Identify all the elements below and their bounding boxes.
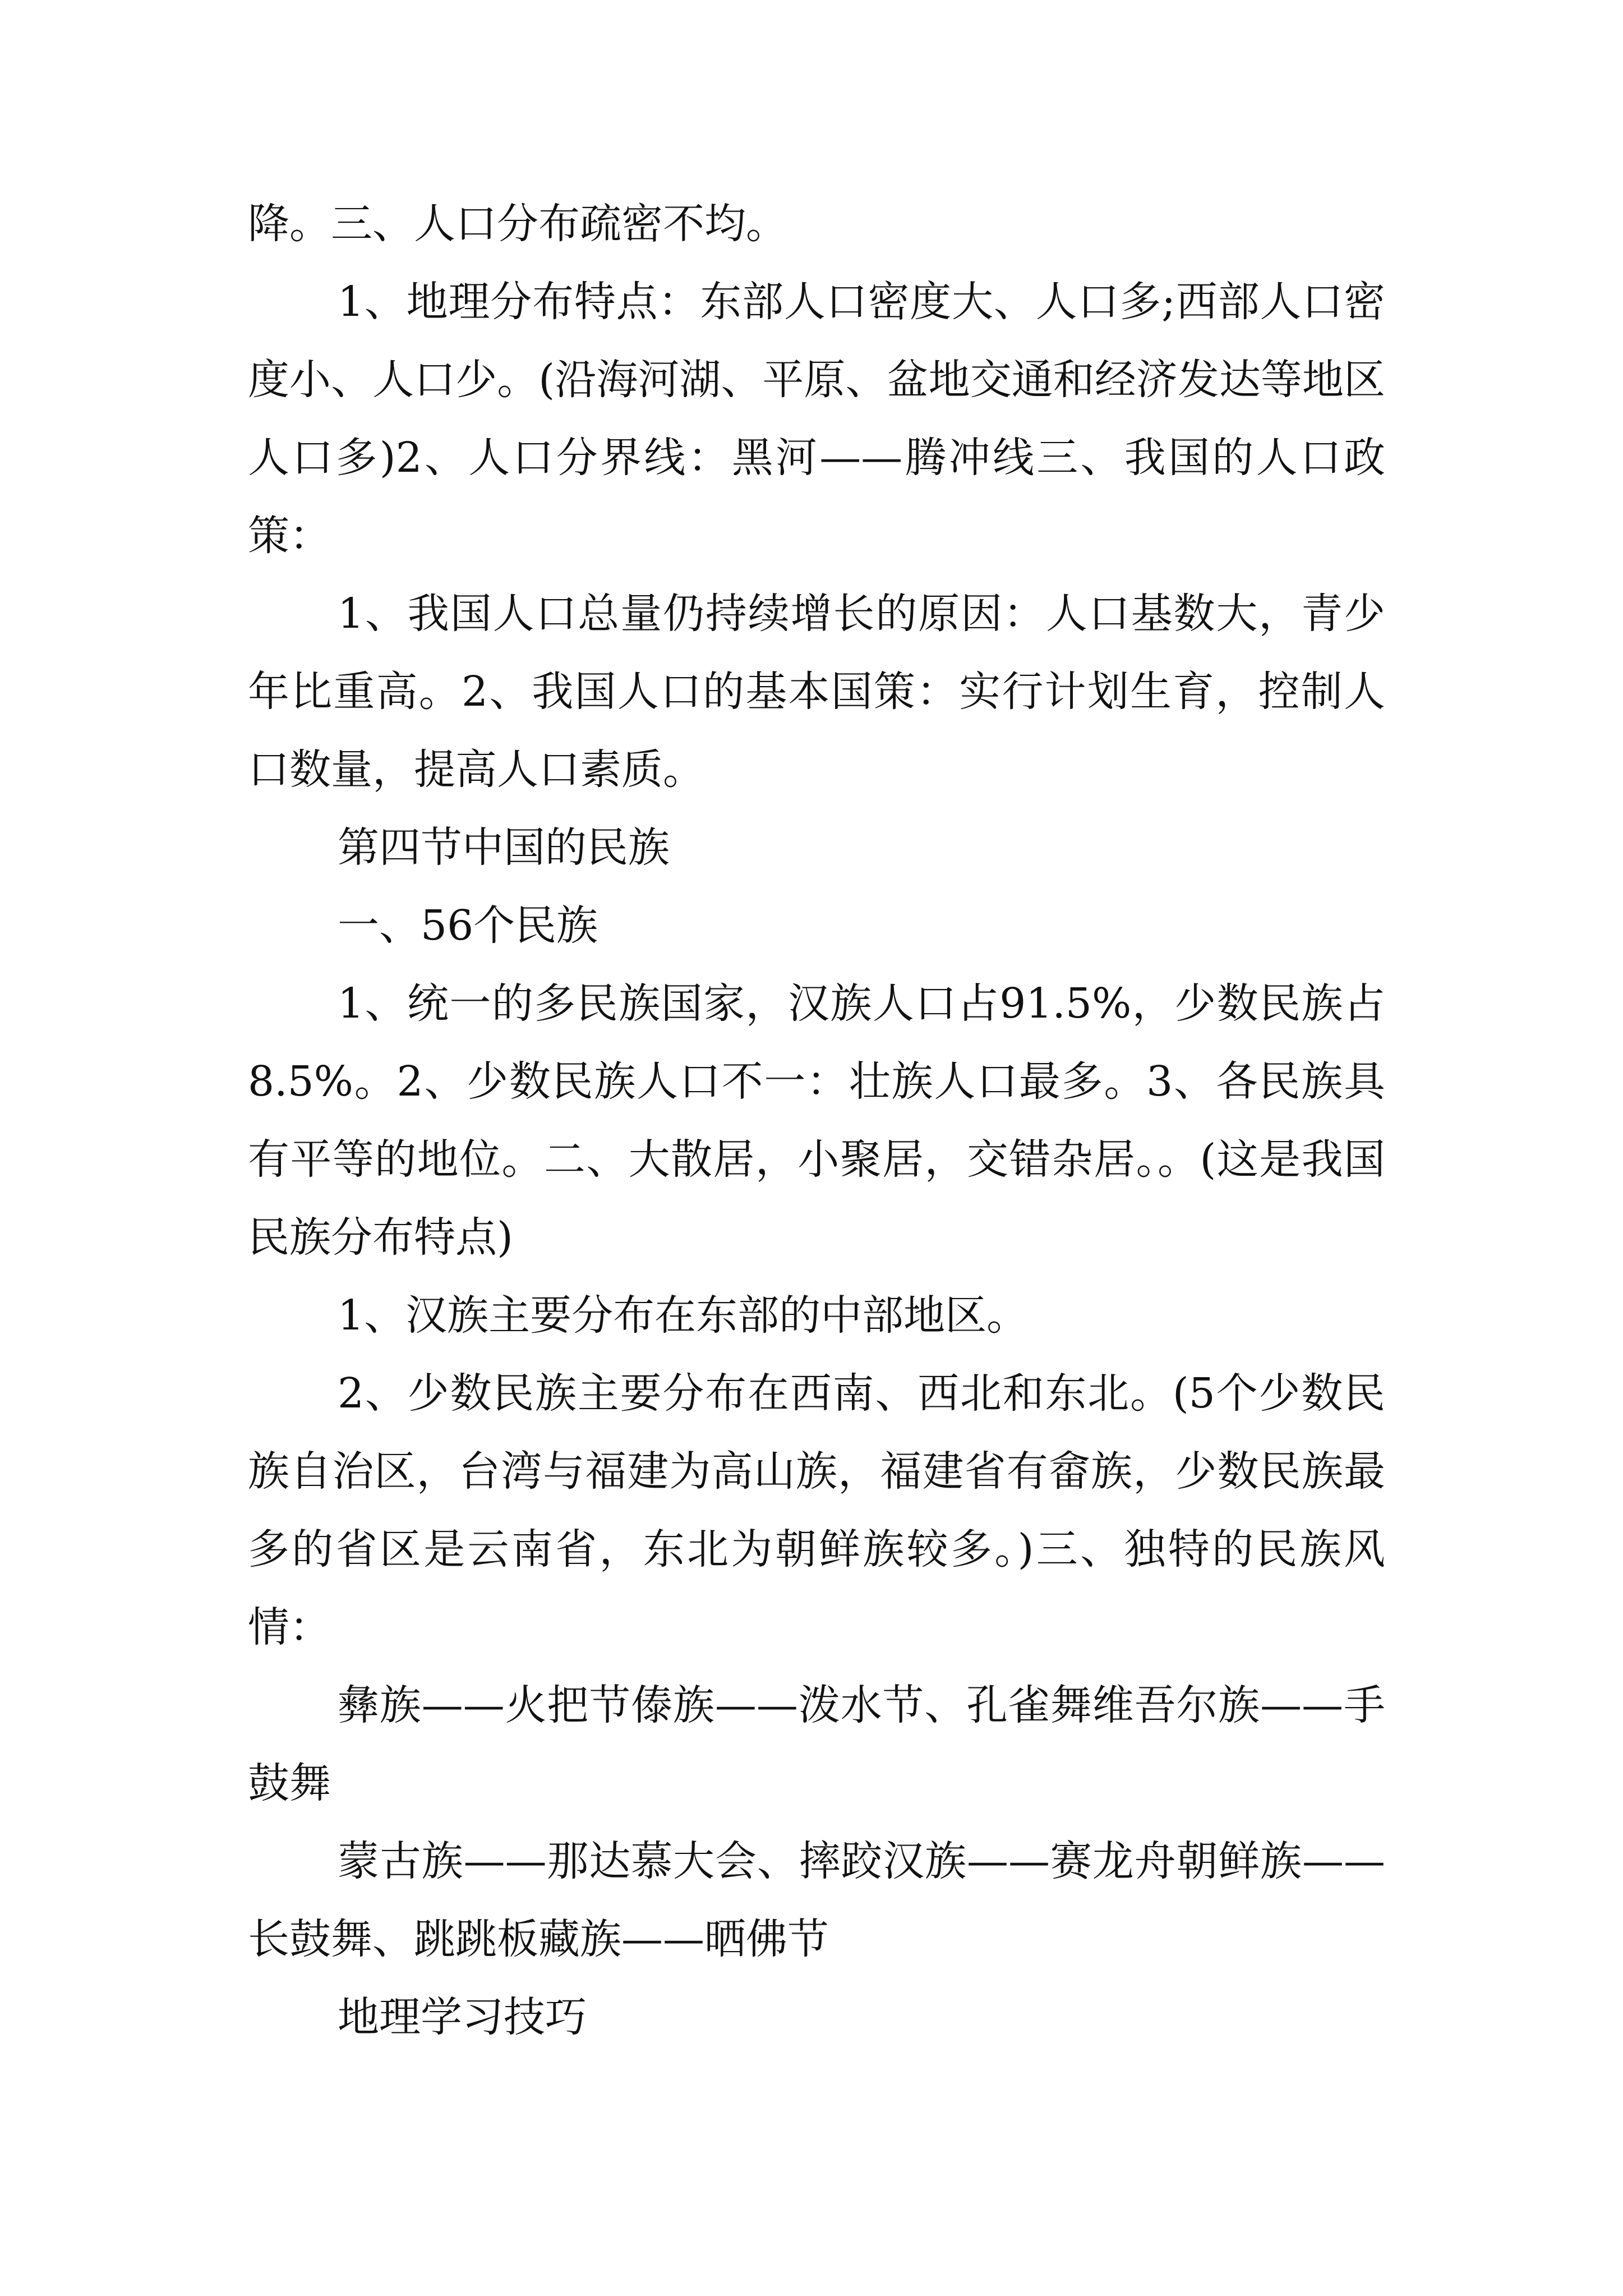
section-heading-ethnic-groups: 第四节中国的民族 bbox=[338, 823, 670, 872]
paragraph-study-tips-heading: 地理学习技巧 bbox=[338, 1993, 587, 2041]
paragraph-population-distribution: 1、地理分布特点：东部人口密度大、人口多;西部人口密度小、人口少。(沿海河湖、平原、盆地交通和经济发达等地区人口多)2、人口分界线：黑河——腾冲线三、我国的人口政策： bbox=[248, 278, 1385, 560]
paragraph-festivals-2: 蒙古族——那达慕大会、摔跤汉族——赛龙舟朝鲜族——长鼓舞、跳跳板藏族——晒佛节 bbox=[248, 1837, 1385, 1963]
paragraph-han-distribution: 1、汉族主要分布在东部的中部地区。 bbox=[338, 1291, 1029, 1340]
paragraph-festivals-1: 彝族——火把节傣族——泼水节、孔雀舞维吾尔族——手鼓舞 bbox=[248, 1681, 1385, 1807]
paragraph-multiethnic-country: 1、统一的多民族国家，汉族人口占91.5%，少数民族占8.5%。2、少数民族人口不一：壮族人口最多。3、各民族具有平等的地位。二、大散居，小聚居，交错杂居。。(这是我国民族分布特点) bbox=[248, 979, 1385, 1262]
subheading-56-ethnic-groups: 一、56个民族 bbox=[338, 901, 598, 950]
document-body bbox=[248, 185, 1385, 2056]
paragraph-continuation: 降。三、人口分布疏密不均。 bbox=[248, 200, 787, 248]
paragraph-population-policy: 1、我国人口总量仍持续增长的原因：人口基数大，青少年比重高。2、我国人口的基本国策：实行计划生育，控制人口数量，提高人口素质。 bbox=[248, 590, 1385, 794]
paragraph-minority-distribution: 2、少数民族主要分布在西南、西北和东北。(5个少数民族自治区，台湾与福建为高山族，福建省有畲族，少数民族最多的省区是云南省，东北为朝鲜族较多。)三、独特的民族风情： bbox=[248, 1369, 1385, 1651]
